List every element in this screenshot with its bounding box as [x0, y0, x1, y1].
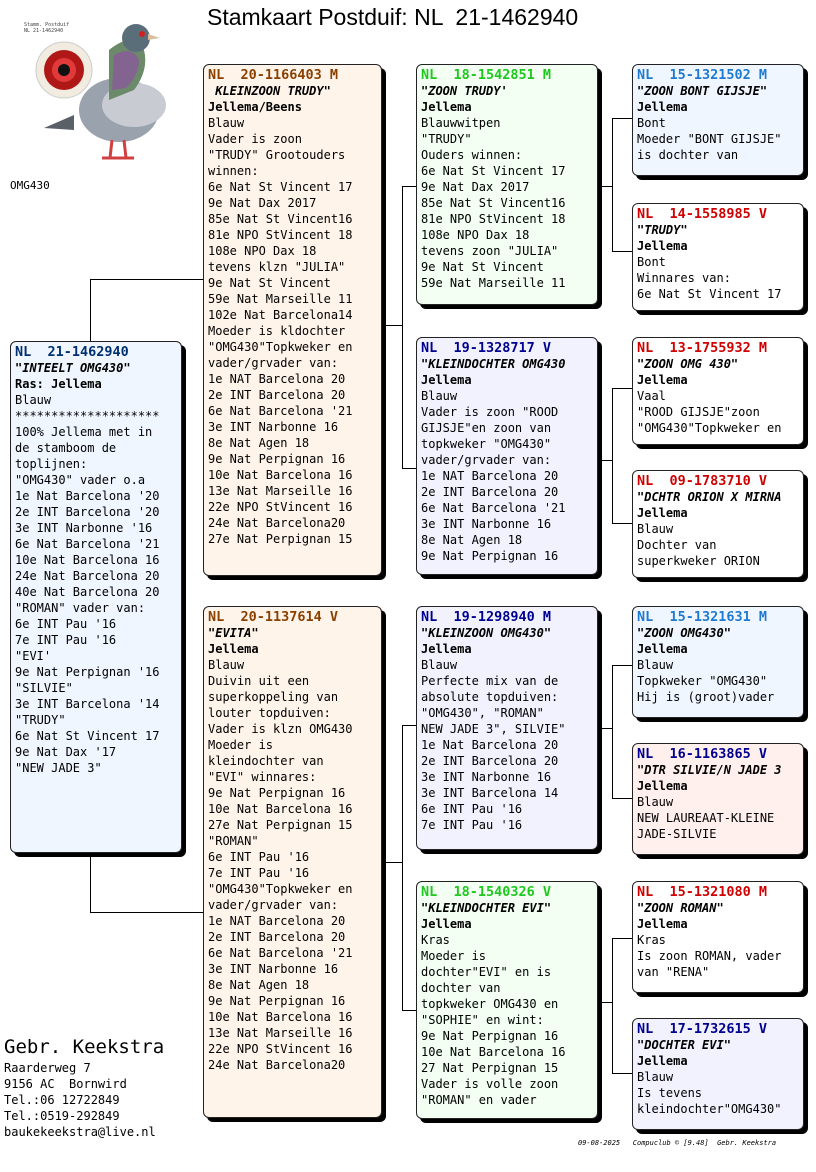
pigeon-info-line: 3e INT Narbonne 16	[208, 420, 339, 434]
ring-number: NL 15-1321080 M	[637, 884, 768, 900]
pigeon-info-line: ********************	[15, 409, 160, 423]
connector	[612, 798, 632, 799]
pigeon-info-line: 10e Nat Barcelona 16	[421, 1045, 566, 1059]
pigeon-info-line: kleindochter"OMG430"	[637, 1102, 782, 1116]
pigeon-photo	[14, 10, 174, 170]
pigeon-info-line: tevens klzn "JULIA"	[208, 260, 346, 274]
pigeon-info-line: Bont	[637, 255, 666, 269]
ring-number: NL 13-1755932 M	[637, 340, 768, 356]
pigeon-breeder: Jellema	[637, 642, 688, 656]
pigeon-info-line: vader/grvader van:	[208, 356, 339, 370]
breeder-address: Raarderweg 7	[4, 1061, 91, 1075]
pigeon-card-ddd[interactable]	[632, 1018, 804, 1130]
pigeon-info-line: GIJSJE"en zoon van	[421, 421, 552, 435]
pigeon-nickname: "ZOON OMG 430"	[637, 357, 739, 371]
ring-number: NL 18-1540326 V	[421, 884, 552, 900]
pigeon-card-sire-sire[interactable]	[416, 64, 598, 305]
pigeon-info-line: superkweker ORION	[637, 554, 760, 568]
pigeon-info-line: 3e INT Barcelona '14	[15, 697, 160, 711]
pigeon-info-line: 1e Nat Barcelona 20	[421, 738, 559, 752]
pigeon-info-line: Kras	[421, 933, 450, 947]
pigeon-info-line: topkweker "OMG430"	[421, 437, 552, 451]
photo-caption	[24, 22, 69, 34]
pigeon-info-line: vader/grvader van:	[421, 453, 552, 467]
pigeon-info-line: 22e NPO StVincent 16	[208, 500, 353, 514]
connector	[90, 853, 91, 913]
pigeon-info-line: 13e Nat Marseille 16	[208, 484, 353, 498]
pigeon-info-line: Blauw	[637, 658, 674, 672]
ring-number: NL 20-1166403 M	[208, 67, 339, 83]
breeder-phone-2: Tel.:0519-292849	[4, 1109, 120, 1123]
connector	[612, 251, 632, 252]
pigeon-info-line: 81e NPO StVincent 18	[421, 212, 566, 226]
pigeon-info-line: 1e Nat Barcelona '20	[15, 489, 160, 503]
pigeon-info-line: vader/grvader van:	[208, 898, 339, 912]
pigeon-card-ssd[interactable]	[632, 203, 804, 311]
breeder-email[interactable]: baukekeekstra@live.nl	[4, 1125, 156, 1139]
pigeon-info-line: tevens zoon "JULIA"	[421, 244, 559, 258]
pigeon-card-dam[interactable]	[203, 606, 382, 1118]
connector	[402, 725, 416, 726]
connector	[612, 523, 632, 524]
connector	[90, 279, 91, 341]
pigeon-info-line: 59e Nat Marseille 11	[208, 292, 353, 306]
connector	[598, 186, 612, 187]
pigeon-info-line: Vader is volle zoon	[421, 1077, 559, 1091]
pigeon-info-line: 40e Nat Barcelona 20	[15, 585, 160, 599]
pigeon-info-line: 3e INT Narbonne 16	[421, 770, 552, 784]
pigeon-card-dam-sire[interactable]	[416, 606, 598, 850]
pigeon-nickname: "ZOON TRUDY'	[421, 84, 508, 98]
ring-number: NL 21-1462940	[15, 344, 129, 360]
pigeon-info-line: Blauw	[637, 1070, 674, 1084]
pigeon-info-line: 85e Nat St Vincent16	[421, 196, 566, 210]
pigeon-info-line: 2e INT Barcelona 20	[421, 485, 559, 499]
connector	[598, 1002, 612, 1003]
pigeon-info-line: 10e Nat Barcelona 16	[208, 468, 353, 482]
connector	[612, 1073, 632, 1074]
pigeon-info-line: 2e INT Barcelona 20	[208, 388, 346, 402]
pigeon-info-line: 24e Nat Barcelona 20	[15, 569, 160, 583]
pigeon-nickname: "ZOON OMG430"	[637, 626, 731, 640]
pigeon-info-line: Moeder is kldochter	[208, 324, 346, 338]
pigeon-breeder: Jellema	[421, 373, 472, 387]
pigeon-info-line: 85e Nat St Vincent16	[208, 212, 353, 226]
pigeon-nickname: "EVITA"	[208, 626, 259, 640]
pigeon-info-line: louter topduiven:	[208, 706, 331, 720]
pigeon-info-line: Perfecte mix van de	[421, 674, 559, 688]
pigeon-nickname: "ZOON BONT GIJSJE"	[637, 84, 768, 98]
pigeon-info-line: JADE-SILVIE	[637, 827, 717, 841]
pigeon-info-line: 7e INT Pau '16	[421, 818, 523, 832]
pigeon-info-line: 102e Nat Barcelona14	[208, 308, 353, 322]
pigeon-info-line: 9e Nat Dax '17	[15, 745, 117, 759]
pigeon-info-line: "OMG430" vader o.a	[15, 473, 146, 487]
connector	[382, 862, 402, 863]
pigeon-info-line: "SILVIE"	[15, 681, 73, 695]
pigeon-info-line: 6e Nat Barcelona '21	[15, 537, 160, 551]
pigeon-info-line: Winnares van:	[637, 271, 731, 285]
pigeon-info-line: kleindochter van	[208, 754, 324, 768]
pigeon-breeder: Jellema	[637, 779, 688, 793]
pigeon-info-line: absolute topduiven:	[421, 690, 559, 704]
pigeon-info-line: Ouders winnen:	[421, 148, 523, 162]
pigeon-info-line: "EVI'	[15, 649, 52, 663]
pigeon-info-line: Vader is zoon	[208, 132, 302, 146]
pigeon-info-line: "TRUDY"	[15, 713, 66, 727]
pigeon-info-line: Blauw	[15, 393, 52, 407]
pigeon-info-line: 1e NAT Barcelona 20	[421, 469, 559, 483]
pigeon-info-line: Moeder is	[421, 949, 487, 963]
pigeon-info-line: 108e NPO Dax 18	[208, 244, 317, 258]
pigeon-info-line: "TRUDY" Grootouders	[208, 148, 346, 162]
ring-number: NL 17-1732615 V	[637, 1021, 768, 1037]
pigeon-nickname: KLEINZOON TRUDY"	[208, 84, 331, 98]
connector	[90, 912, 204, 913]
pigeon-info-line: 10e Nat Barcelona 16	[208, 802, 353, 816]
pigeon-card-main[interactable]	[10, 341, 182, 853]
pigeon-info-line: 9e Nat Perpignan 16	[208, 994, 346, 1008]
pigeon-info-line: 3e INT Narbonne '16	[15, 521, 153, 535]
page-title: Stamkaart Postduif: NL 21-1462940	[207, 4, 579, 30]
pigeon-nickname: "INTEELT OMG430"	[15, 361, 131, 375]
ring-number: NL 20-1137614 V	[208, 609, 339, 625]
pigeon-breeder: Jellema	[637, 1054, 688, 1068]
pigeon-info-line: "ROMAN"	[208, 834, 259, 848]
pigeon-card-dam-dam[interactable]	[416, 881, 598, 1119]
connector	[612, 938, 632, 939]
pigeon-info-line: Kras	[637, 933, 666, 947]
pigeon-info-line: 6e INT Pau '16	[208, 850, 310, 864]
pigeon-info-line: 2e INT Barcelona '20	[15, 505, 160, 519]
pigeon-info-line: 100% Jellema met in	[15, 425, 153, 439]
pigeon-nickname: "ZOON ROMAN"	[637, 901, 724, 915]
pigeon-info-line: Blauwwitpen	[421, 116, 501, 130]
connector	[612, 665, 632, 666]
pigeon-nickname: "DOCHTER EVI"	[637, 1038, 731, 1052]
pigeon-breeder: Jellema	[637, 373, 688, 387]
pigeon-info-line: 6e Nat Barcelona '21	[208, 946, 353, 960]
pigeon-nickname: "TRUDY"	[637, 223, 688, 237]
pigeon-info-line: 6e INT Pau '16	[15, 617, 117, 631]
pigeon-info-line: 9e Nat Perpignan 16	[421, 1029, 559, 1043]
connector	[402, 468, 416, 469]
connector	[402, 1010, 416, 1011]
pigeon-breeder: Jellema	[421, 100, 472, 114]
pigeon-breeder: Jellema	[637, 239, 688, 253]
pigeon-info-line: 7e INT Pau '16	[15, 633, 117, 647]
pigeon-info-line: 6e Nat St Vincent 17	[208, 180, 353, 194]
pigeon-info-line: 9e Nat St Vincent	[208, 276, 331, 290]
pigeon-info-line: Dochter van	[637, 538, 717, 552]
pigeon-card-dds[interactable]	[632, 881, 804, 993]
pigeon-info-line: 59e Nat Marseille 11	[421, 276, 566, 290]
pigeon-info-line: "OMG430"Topkweker en	[637, 421, 782, 435]
pigeon-info-line: 1e NAT Barcelona 20	[208, 372, 346, 386]
pigeon-info-line: Moeder is	[208, 738, 274, 752]
ring-number: NL 15-1321502 M	[637, 67, 768, 83]
pigeon-info-line: dochter van	[421, 981, 501, 995]
pigeon-info-line: van "RENA"	[637, 965, 710, 979]
pigeon-info-line: Vader is zoon "ROOD	[421, 405, 559, 419]
caption-line: NL 21-1462940	[24, 28, 64, 34]
pigeon-info-line: 6e INT Pau '16	[421, 802, 523, 816]
ring-number: NL 19-1328717 V	[421, 340, 552, 356]
pigeon-breeder: Jellema	[208, 642, 259, 656]
pigeon-info-line: 9e Nat Perpignan 16	[208, 786, 346, 800]
pigeon-info-line: 13e Nat Marseille 16	[208, 1026, 353, 1040]
pigeon-info-line: 9e Nat Dax 2017	[208, 196, 317, 210]
ring-number: NL 16-1163865 V	[637, 746, 768, 762]
connector	[612, 118, 632, 119]
pigeon-nickname: "KLEINDOCHTER OMG430	[421, 357, 566, 371]
pigeon-info-line: 6e Nat St Vincent 17	[637, 287, 782, 301]
pigeon-info-line: 9e Nat St Vincent	[421, 260, 544, 274]
pigeon-info-line: 3e INT Narbonne 16	[208, 962, 339, 976]
pigeon-info-line: Bont	[637, 116, 666, 130]
pigeon-info-line: "SOPHIE" en wint:	[421, 1013, 544, 1027]
connector	[612, 388, 613, 524]
pigeon-info-line: 2e INT Barcelona 20	[421, 754, 559, 768]
breeder-name: Gebr. Keekstra	[4, 1036, 165, 1058]
pigeon-info-line: 7e INT Pau '16	[208, 866, 310, 880]
pigeon-info-line: 6e Nat St Vincent 17	[421, 164, 566, 178]
pigeon-nickname: "DCHTR ORION X MIRNA	[637, 490, 782, 504]
pigeon-card-dss[interactable]	[632, 606, 804, 718]
breeder-phone-1: Tel.:06 12722849	[4, 1093, 120, 1107]
pigeon-info-line: 27e Nat Perpignan 15	[208, 532, 353, 546]
connector	[612, 665, 613, 799]
pigeon-card-sire[interactable]	[203, 64, 382, 576]
connector	[90, 279, 204, 280]
caption-line: Stamm. Postduif	[24, 22, 70, 28]
pigeon-info-line: "OMG430", "ROMAN"	[421, 706, 544, 720]
pigeon-card-sdd[interactable]	[632, 470, 804, 578]
pigeon-info-line: Blauw	[421, 389, 458, 403]
pigeon-info-line: NEW JADE 3", SILVIE"	[421, 722, 566, 736]
connector	[612, 388, 632, 389]
pigeon-nickname: "KLEINZOON OMG430"	[421, 626, 552, 640]
pigeon-info-line: Topkweker "OMG430"	[637, 674, 768, 688]
pigeon-info-line: Blauw	[421, 658, 458, 672]
pigeon-info-line: 6e Nat St Vincent 17	[15, 729, 160, 743]
breeder-city: 9156 AC Bornwird	[4, 1077, 127, 1091]
pigeon-info-line: topkweker OMG430 en	[421, 997, 559, 1011]
pigeon-info-line: "ROOD GIJSJE"zoon	[637, 405, 760, 419]
pigeon-info-line: 10e Nat Barcelona 16	[208, 1010, 353, 1024]
pigeon-card-sire-dam[interactable]	[416, 337, 598, 575]
pigeon-info-line: "ROMAN" vader van:	[15, 601, 146, 615]
pigeon-breeder: Jellema	[637, 100, 688, 114]
connector	[402, 186, 403, 469]
pigeon-info-line: Blauw	[208, 658, 245, 672]
connector	[402, 725, 403, 1011]
pigeon-info-line: 3e INT Narbonne 16	[421, 517, 552, 531]
pigeon-info-line: 81e NPO StVincent 18	[208, 228, 353, 242]
pigeon-info-line: 2e INT Barcelona 20	[208, 930, 346, 944]
connector	[612, 118, 613, 252]
pigeon-info-line: Vader is klzn OMG430	[208, 722, 353, 736]
pigeon-breeder: Ras: Jellema	[15, 377, 102, 391]
pigeon-info-line: 27e Nat Perpignan 15	[208, 818, 353, 832]
pigeon-info-line: superkoppeling van	[208, 690, 339, 704]
connector	[382, 325, 402, 326]
pigeon-info-line: Is tevens	[637, 1086, 703, 1100]
photo-code: OMG430	[10, 179, 50, 192]
pigeon-info-line: "EVI" winnares:	[208, 770, 317, 784]
pigeon-card-sds[interactable]	[632, 337, 804, 445]
pigeon-info-line: 24e Nat Barcelona20	[208, 516, 346, 530]
pigeon-info-line: 1e NAT Barcelona 20	[208, 914, 346, 928]
ring-number: NL 19-1298940 M	[421, 609, 552, 625]
pigeon-info-line: 9e Nat Perpignan '16	[15, 665, 160, 679]
pigeon-info-line: 8e Nat Agen 18	[208, 436, 310, 450]
pigeon-info-line: "ROMAN" en vader	[421, 1093, 537, 1107]
connector	[598, 460, 612, 461]
pigeon-info-line: 10e Nat Barcelona 16	[15, 553, 160, 567]
pigeon-info-line: 3e INT Barcelona 14	[421, 786, 559, 800]
pigeon-info-line: de stamboom de	[15, 441, 117, 455]
connector	[402, 186, 416, 187]
pigeon-info-line: 9e Nat Perpignan 16	[421, 549, 559, 563]
pigeon-info-line: 8e Nat Agen 18	[208, 978, 310, 992]
pigeon-info-line: 27 Nat Perpignan 15	[421, 1061, 559, 1075]
pigeon-info-line: 22e NPO StVincent 16	[208, 1042, 353, 1056]
connector	[612, 938, 613, 1074]
pigeon-card-sss[interactable]	[632, 64, 804, 176]
pigeon-breeder: Jellema	[637, 506, 688, 520]
pigeon-info-line: winnen:	[208, 164, 259, 178]
pigeon-info-line: NEW LAUREAAT-KLEINE	[637, 811, 775, 825]
pigeon-info-line: "NEW JADE 3"	[15, 761, 102, 775]
pigeon-card-dsd[interactable]	[632, 743, 804, 855]
pigeon-breeder: Jellema	[421, 642, 472, 656]
pigeon-info-line: Blauw	[637, 522, 674, 536]
pigeon-info-line: dochter"EVI" en is	[421, 965, 552, 979]
pigeon-info-line: 108e NPO Dax 18	[421, 228, 530, 242]
ring-number: NL 14-1558985 V	[637, 206, 768, 222]
pigeon-info-line: Hij is (groot)vader	[637, 690, 775, 704]
pigeon-info-line: 6e Nat Barcelona '21	[208, 404, 353, 418]
pigeon-info-line: Blauw	[208, 116, 245, 130]
pigeon-nickname: "KLEINDOCHTER EVI"	[421, 901, 552, 915]
pigeon-info-line: Vaal	[637, 389, 666, 403]
ring-number: NL 09-1783710 V	[637, 473, 768, 489]
connector	[598, 728, 612, 729]
pigeon-info-line: 9e Nat Perpignan 16	[208, 452, 346, 466]
print-meta: 09-08-2025 Compuclub © [9.48] Gebr. Keekstra	[578, 1139, 777, 1147]
pigeon-info-line: Is zoon ROMAN, vader	[637, 949, 782, 963]
pigeon-info-line: "OMG430"Topkweker en	[208, 340, 353, 354]
pigeon-nickname: "DTR SILVIE/N JADE 3	[637, 763, 782, 777]
pigeon-info-line: "TRUDY"	[421, 132, 472, 146]
pigeon-breeder: Jellema	[421, 917, 472, 931]
pigeon-info-line: Moeder "BONT GIJSJE"	[637, 132, 782, 146]
pigeon-info-line: is dochter van	[637, 148, 739, 162]
pigeon-info-line: 24e Nat Barcelona20	[208, 1058, 346, 1072]
pigeon-info-line: 9e Nat Dax 2017	[421, 180, 530, 194]
pigeon-info-line: "OMG430"Topkweker en	[208, 882, 353, 896]
ring-number: NL 18-1542851 M	[421, 67, 552, 83]
pigeon-breeder: Jellema	[637, 917, 688, 931]
pigeon-info-line: 6e Nat Barcelona '21	[421, 501, 566, 515]
pigeon-breeder: Jellema/Beens	[208, 100, 302, 114]
pigeon-info-line: 8e Nat Agen 18	[421, 533, 523, 547]
pigeon-info-line: toplijnen:	[15, 457, 88, 471]
pigeon-info-line: Blauw	[637, 795, 674, 809]
ring-number: NL 15-1321631 M	[637, 609, 768, 625]
pigeon-info-line: Duivin uit een	[208, 674, 310, 688]
